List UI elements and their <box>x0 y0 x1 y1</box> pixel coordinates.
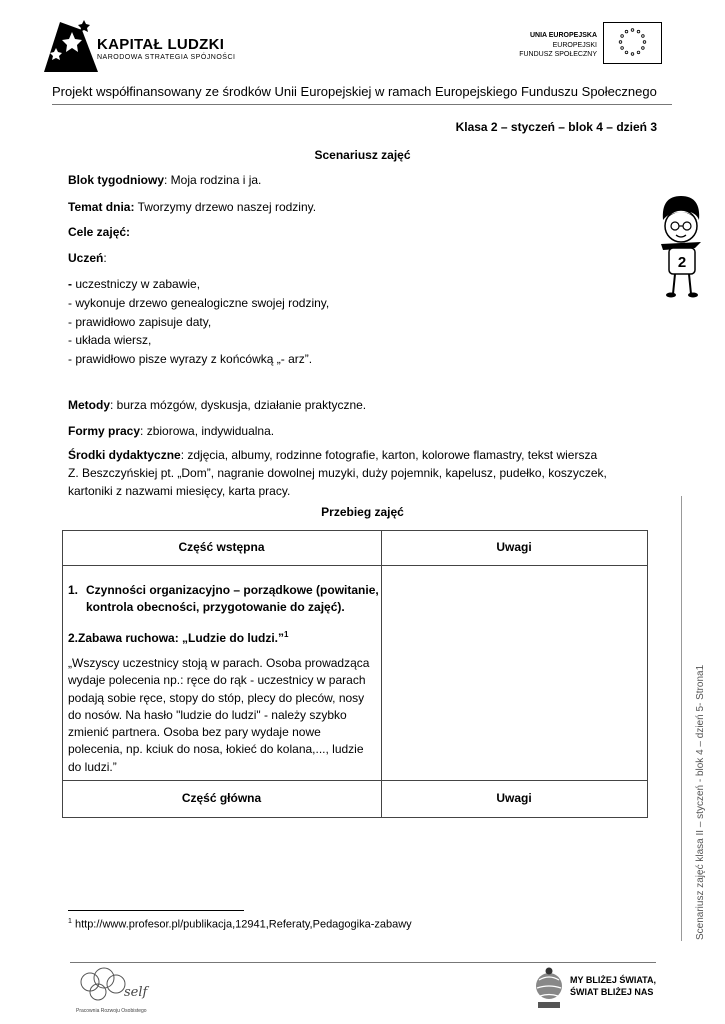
mb-line-1: MY BLIŻEJ ŚWIATA, <box>570 975 657 985</box>
item-2-title-text: 2.Zabawa ruchowa: „Ludzie do ludzi.” <box>68 631 285 645</box>
row2-czesc-glowna: Część główna <box>181 791 262 805</box>
desc-line: wydaje polecenia np.: ręce do rąk - uczestnicy w parach <box>68 673 366 688</box>
eu-label <box>519 31 597 60</box>
desc-line: „Wszyscy uczestnicy stoją w parach. Osoba prowadząca <box>68 656 370 670</box>
srodki-label: Środki dydaktyczne <box>68 448 181 462</box>
formy-value: : zbiorowa, indywidualna. <box>140 424 275 438</box>
mb-slogan <box>570 974 656 998</box>
side-page-label: Scenariusz zajęć klasa II – styczeń - blok 4 – dzień 5- Strona1 <box>695 664 706 940</box>
goal-1-text: uczestniczy w zabawie, <box>72 277 201 291</box>
mascot-number: 2 <box>677 254 687 271</box>
desc-line: zmienić partnera. Osoba bez pary wydaje nowe <box>68 725 321 740</box>
goal-1 <box>68 275 200 294</box>
blok-value: : Moja rodzina i ja. <box>164 173 262 187</box>
self-caption: Pracownia Rozwoju Osobistego <box>76 1008 147 1014</box>
srodki-line-2: Z. Beszczyńskiej pt. „Dom”, nagranie dowolnej muzyki, duży pojemnik, kapelusz, pudełko, koszyczek, <box>68 466 607 480</box>
uczen-label: Uczeń <box>68 251 104 265</box>
srodki-line-3: kartoniki z nazwami miesięcy, karta pracy. <box>68 484 291 498</box>
footnote-divider <box>68 910 244 911</box>
scenario-title: Scenariusz zajęć <box>314 148 411 162</box>
metody-line <box>68 396 366 415</box>
item-2-footnote-ref: 1 <box>284 630 289 639</box>
table-row-divider <box>62 780 648 781</box>
formy-label: Formy pracy <box>68 424 141 438</box>
self-word: self <box>124 985 148 1000</box>
eu-flag-icon <box>603 22 662 64</box>
table-header-divider <box>62 565 648 566</box>
item-2-title <box>68 626 288 648</box>
item-1-line-1: Czynności organizacyjno – porządkowe (powitanie, <box>86 583 379 597</box>
desc-line: podają sobie ręce, stopy do stóp, plecy do pleców, nosy <box>68 690 365 705</box>
eu-line-3: FUNDUSZ SPOŁECZNY <box>519 51 597 58</box>
class-line: Klasa 2 – styczeń – blok 4 – dzień 3 <box>455 120 657 134</box>
blok-label: Blok tygodniowy <box>68 173 164 187</box>
goal-4: - układa wiersz, <box>68 333 152 347</box>
uczen-line <box>68 249 107 268</box>
item-1-line-2: kontrola obecności, przygotowanie do zajęć). <box>86 600 345 614</box>
item-1-num: 1. <box>68 583 79 597</box>
temat-line <box>68 198 316 217</box>
goal-3: - prawidłowo zapisuje daty, <box>68 315 212 329</box>
desc-line: polecenia, np. kciuk do nosa, łokieć do kolana,..., ludzie <box>68 742 364 757</box>
blok-line <box>68 171 261 190</box>
srodki-value-1: : zdjęcia, albumy, rodzinne fotografie, karton, kolorowe flamastry, tekst wiersza <box>180 448 598 462</box>
metody-value: : burza mózgów, dyskusja, działanie praktyczne. <box>110 398 367 412</box>
table-col-divider <box>381 530 382 818</box>
goal-1-dash: - <box>68 277 72 291</box>
item-2-description <box>68 655 369 776</box>
col-header-czesc-wstepna: Część wstępna <box>178 540 265 554</box>
footnote-num: 1 <box>68 918 72 925</box>
metody-label: Metody <box>68 398 110 412</box>
logo-title: KAPITAŁ LUDZKI <box>97 36 225 53</box>
footnote-text: http://www.profesor.pl/publikacja,12941,Referaty,Pedagogika-zabawy <box>71 918 412 931</box>
desc-line: do ludzi.” <box>68 759 117 774</box>
przebieg-title: Przebieg zajęć <box>321 505 404 519</box>
project-cofinancing-line: Projekt współfinansowany ze środków Unii Europejskiej w ramach Europejskiego Funduszu Społecznego <box>52 84 657 99</box>
col-header-uwagi: Uwagi <box>496 540 532 554</box>
footnote <box>68 918 412 931</box>
temat-value: Tworzymy drzewo naszej rodziny. <box>134 200 317 214</box>
header-divider <box>52 104 672 105</box>
desc-line: do nosów. Na hasło "ludzie do ludzi" - należy szybko <box>68 707 347 722</box>
row2-uwagi: Uwagi <box>496 791 532 805</box>
srodki-line-1 <box>68 446 597 465</box>
footer-divider <box>70 962 656 963</box>
mb-line-2: ŚWIAT BLIŻEJ NAS <box>570 987 654 997</box>
cele-label: Cele zajęć: <box>68 225 131 239</box>
eu-line-1: UNIA EUROPEJSKA <box>529 32 597 39</box>
goal-5: - prawidłowo pisze wyrazy z końcówką „- arz”. <box>68 352 313 366</box>
formy-line <box>68 422 274 441</box>
logo-subtitle: NARODOWA STRATEGIA SPÓJNOŚCI <box>97 54 236 61</box>
eu-line-2: EUROPEJSKI <box>552 41 597 49</box>
kapital-ludzki-logo-icon <box>42 16 100 74</box>
uczen-colon: : <box>103 251 107 265</box>
globe-people-icon <box>534 966 564 1012</box>
mascot-icon <box>655 190 707 300</box>
goal-2: - wykonuje drzewo genealogiczne swojej rodziny, <box>68 296 330 310</box>
side-divider <box>681 496 682 941</box>
temat-label: Temat dnia: <box>68 200 135 214</box>
